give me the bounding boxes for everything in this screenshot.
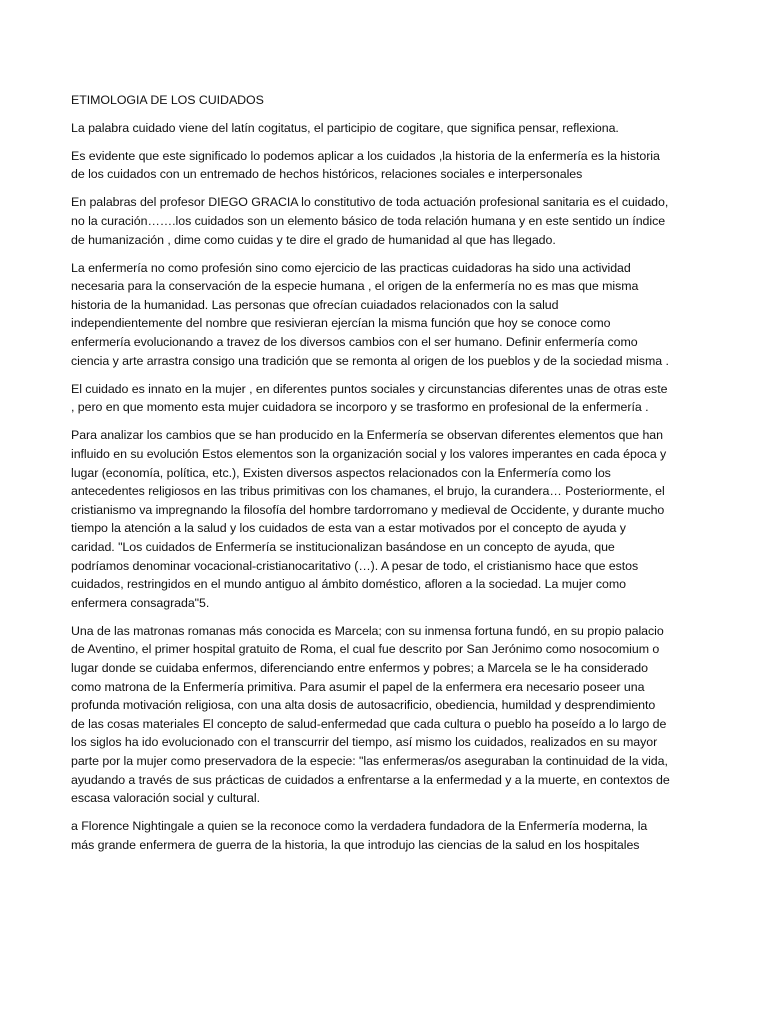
paragraph-history-of-care: Es evidente que este significado lo podemos aplicar a los cuidados ,la historia de la enfermería es la historia de los cuidados con un entremado de hechos históricos, relaciones sociales e interpersonales <box>71 148 660 182</box>
paragraph-florence-nightingale: a Florence Nightingale a quien se la reconoce como la verdadera fundadora de la Enfermería moderna, la más grande enfermera de guerra de la historia, la que introdujo las ciencias de la salud en los hospitales <box>71 819 648 852</box>
paragraph-evolution-factors: Para analizar los cambios que se han producido en la Enfermería se observan diferentes elementos que han influido en su evolución Estos elementos son la organización social y los valores imperantes en cada época y lugar (economía, política, etc.), Existen diversos aspectos relacionados con la Enfermería como los antecedentes religiosos en las tribus primitivas con los chamanes, el brujo, la curandera… Posteriormente, el cristianismo va impregnando la filosofía del hombre tardorromano y medieval de Occidente, y durante mucho tiempo la atención a la salud y los cuidados de esta van a estar motivados por el concepto de ayuda y caridad. "Los cuidados de Enfermería se institucionalizan basándose en un concepto de ayuda, que podríamos denominar vocacional-cristianocaritativo (…). A pesar de todo, el cristianismo hace que estos cuidados, restringidos en el mundo antiguo al ámbito doméstico, afloren a la sociedad. La mujer como enfermera consagrada"5. <box>71 428 667 610</box>
document-page <box>71 91 671 864</box>
paragraph-innate-care: El cuidado es innato en la mujer , en diferentes puntos sociales y circunstancias diferentes unas de otras este , pero en que momento esta mujer cuidadora se incorporo y se trasformo en profesional de la enfermería . <box>71 381 668 415</box>
paragraph-diego-gracia: En palabras del profesor DIEGO GRACIA lo constitutivo de toda actuación profesional sanitaria es el cuidado, no la curación…….los cuidados son un elemento básico de toda relación humana y en este sentido un índice de humanización , dime como cuidas y te dire el grado de humanidad al que has llegado. <box>71 195 669 247</box>
paragraph-etymology: La palabra cuidado viene del latín cogitatus, el participio de cogitare, que significa pensar, reflexiona. <box>71 120 619 135</box>
paragraph-nursing-origin: La enfermería no como profesión sino como ejercicio de las practicas cuidadoras ha sido una actividad necesaria para la conservación de la especie humana , el origen de la enfermería no es mas que misma historia de la humanidad. Las personas que ofrecían cuiadados relacionados con la salud independientemente del nombre que resivieran ejercían la misma función que hoy se conoce como enfermería evolucionando a travez de los diversos cambios con el ser humano. Definir enfermería como ciencia y arte arrastra consigo una tradición que se remonta al origen de los pueblos y de la sociedad misma . <box>71 260 669 368</box>
document-title: ETIMOLOGIA DE LOS CUIDADOS <box>71 93 264 107</box>
paragraph-marcela: Una de las matronas romanas más conocida es Marcela; con su inmensa fortuna fundó, en su propio palacio de Aventino, el primer hospital gratuito de Roma, el cual fue descrito por San Jerónimo como nosocomium o lugar donde se cuidaba enfermos, diferenciando entre enfermos y pobres; a Marcela se le ha considerado como matrona de la Enfermería primitiva. Para asumir el papel de la enfermera era necesario poseer una profunda motivación religiosa, con una alta dosis de autosacrificio, obediencia, humildad y desprendimiento de las cosas materiales El concepto de salud-enfermedad que cada cultura o pueblo ha poseído a lo largo de los siglos ha ido evolucionado con el transcurrir del tiempo, así mismo los cuidados, realizados en su mayor parte por la mujer como preservadora de la especie: "las enfermeras/os aseguraban la continuidad de la vida, ayudando a través de sus prácticas de cuidados a enfrentarse a la enfermedad y a la muerte, en contextos de escasa valoración social y cultural. <box>71 623 670 806</box>
